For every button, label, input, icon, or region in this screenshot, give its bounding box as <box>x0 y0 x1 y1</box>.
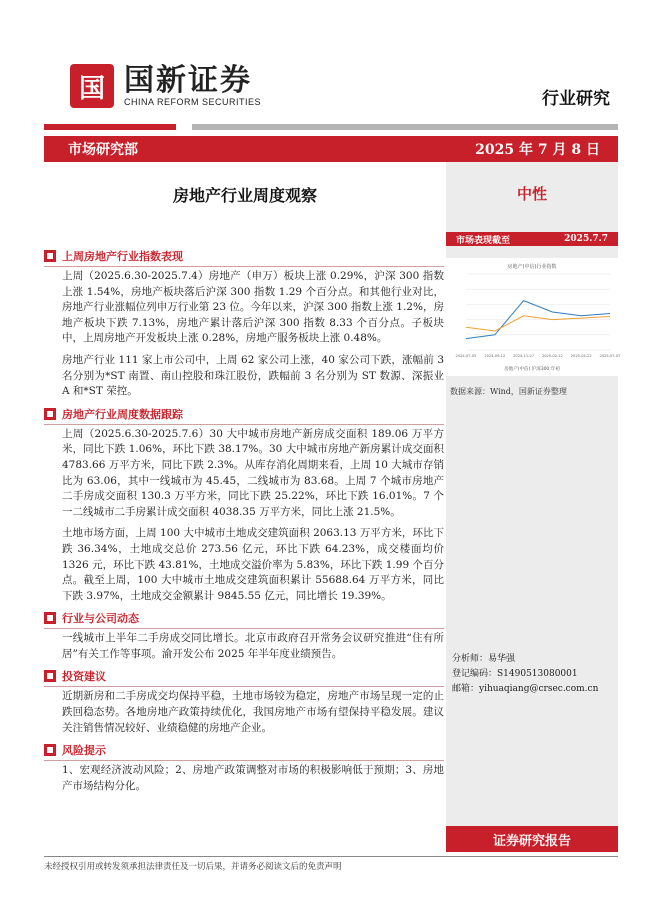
decor-bar-red <box>44 124 176 130</box>
section-divider <box>44 628 444 629</box>
department-label: 市场研究部 <box>68 142 138 158</box>
document-title: 房地产行业周度观察 <box>172 186 317 205</box>
section-bullet-icon <box>44 250 56 262</box>
section-paragraph: 上周（2025.6.30-2025.7.4）房地产（申万）板块上涨 0.29%，沪深 300 指数上涨 1.54%，房地产板块落后沪深 300 指数 1.29 个百分点。和其他行业对比，房地产行业涨幅位列申万行业第 23 位。今年以来，沪深 300 指数上涨 1.2%，房地产板块下跌 7.13%，房地产累计落后沪深 300 指数 8.33 个百分点。子板块中，上周房地产开发板块上涨 0.28%，房地产服务板块上涨 0.48%。 <box>62 270 444 345</box>
header-banner <box>44 136 618 162</box>
section-divider <box>44 266 444 267</box>
logo-mark: 国 <box>70 64 114 108</box>
chart-x-tick-label: 2024-09-12 <box>484 354 506 358</box>
footer-divider <box>44 856 618 857</box>
section-paragraph: 土地市场方面，上周 100 大中城市土地成交建筑面积 2063.13 万平方米，环比下跌 36.34%，土地成交总价 273.56 亿元，环比下跌 64.23%，成交楼面均价 1326 元，环比下跌 43.81%，土地成交溢价率为 5.83%，环比下跌 1.99 个百分点。截至上周，100 大中城市土地成交建筑面积累计 55688.64 万平方米，同比下跌 3.97%，土地成交金额累计 9845.55 亿元，同比增长 19.39%。 <box>62 527 444 602</box>
decor-bar-grey <box>192 124 618 130</box>
section <box>44 248 444 400</box>
section-title: 行业与公司动态 <box>62 612 139 626</box>
section-paragraph: 1、宏观经济波动风险；2、房地产政策调整对市场的积极影响低于预期；3、房地产市场结构分化。 <box>62 764 444 792</box>
chart-x-tick-label: 2025-07-07 <box>599 354 621 358</box>
section-divider <box>44 424 444 425</box>
analyst-name: 分析师：易华强 <box>452 654 516 664</box>
section-header <box>44 406 444 422</box>
index-chart <box>446 258 621 376</box>
section-bullet-icon <box>44 408 56 420</box>
main-content <box>44 244 444 800</box>
chart-x-tick-label: 2025-04-22 <box>570 354 592 358</box>
section-bullet-icon <box>44 670 56 682</box>
top-decor-bars <box>44 124 618 130</box>
logo-text <box>124 65 261 107</box>
section-header <box>44 668 444 684</box>
section-title: 房地产行业周度数据跟踪 <box>62 407 183 421</box>
company-logo <box>70 64 261 108</box>
analyst-info <box>452 652 598 697</box>
report-type-tag: 证券研究报告 <box>446 826 618 852</box>
rating-label: 中性 <box>516 185 547 203</box>
section-title: 投资建议 <box>62 670 106 684</box>
section-bullet-icon <box>44 744 56 756</box>
section-paragraph: 一线城市上半年二手房成交同比增长。北京市政府召开常务会议研究推进“住有所居”有关工作等事项。渝开发公布 2025 年半年度业绩预告。 <box>62 632 444 660</box>
chart-legend: 房地产(中信) 沪深300 年初 <box>504 367 560 372</box>
perf-date: 2025.7.7 <box>564 234 608 244</box>
section-paragraph: 上周（2025.6.30-2025.7.6）30 大中城市房地产新房成交面积 189.06 万平方米，同比下跌 1.06%，环比下跌 38.17%。30 大中城市房地产新房累计成交面积 4783.66 万平方米，同比下跌 2.3%。从库存消化周期来看，上周 10 大城市存销比为 63.06，其中一线城市为 45.45，二线城市为 83.68。上周 7 个城市房地产二手房成交面积 130.3 万平方米，同比下跌 25.22%，环比下跌 16.01%。7 个一二线城市二手房累计成交面积 4038.35 万平方米，同比上涨 21.5%。 <box>62 427 444 518</box>
section-title: 风险提示 <box>62 744 106 758</box>
chart-x-tick-label: 2024-07-05 <box>455 354 477 358</box>
section-paragraph: 近期新房和二手房成交均保持平稳，土地市场较为稳定，房地产市场呈现一定的止跌回稳态势。各地房地产政策持续优化，我国房地产市场有望保持平稳发展。建议关注销售情况较好、业绩稳健的房地产企业。 <box>62 690 444 734</box>
analyst-email[interactable]: 邮箱：yihuaqiang@crsec.com.cn <box>452 684 599 694</box>
chart-x-tick-label: 2024-11-27 <box>513 354 535 358</box>
section <box>44 742 444 794</box>
index-chart-svg <box>446 258 621 376</box>
company-name-cn: 国新证券 <box>124 63 252 98</box>
section <box>44 668 444 736</box>
analyst-license: 登记编码：S1490513080001 <box>452 669 578 679</box>
section <box>44 610 444 662</box>
section-paragraph: 房地产行业 111 家上市公司中，上周 62 家公司上涨，40 家公司下跌，涨幅前 3 名分别为*ST 南置、南山控股和珠江股份，跌幅前 3 名分别为 ST 数源、深振业 A 和*ST 荣控。 <box>62 353 444 398</box>
section-divider <box>44 760 444 761</box>
section-title: 上周房地产行业指数表现 <box>62 250 183 263</box>
section-header <box>44 610 444 626</box>
section-bullet-icon <box>44 612 56 624</box>
section-divider <box>44 686 444 687</box>
report-date: 2025 年 7 月 8 日 <box>475 142 600 158</box>
footer-disclaimer: 未经授权引用或转发须承担法律责任及一切后果，并请务必阅读文后的免责声明 <box>44 862 342 872</box>
company-name-en: CHINA REFORM SECURITIES <box>124 97 262 107</box>
industry-label: 行业研究 <box>542 89 610 109</box>
chart-x-tick-label: 2025-02-12 <box>541 354 563 358</box>
chart-data-source: 数据来源：Wind，国新证券整理 <box>450 387 567 396</box>
market-performance-header <box>446 232 618 246</box>
chart-title: 房地产(中信)行业指数 <box>507 264 557 270</box>
perf-label: 市场表现截至 <box>456 235 511 246</box>
section-header <box>44 248 444 264</box>
section-header <box>44 742 444 758</box>
section <box>44 406 444 605</box>
